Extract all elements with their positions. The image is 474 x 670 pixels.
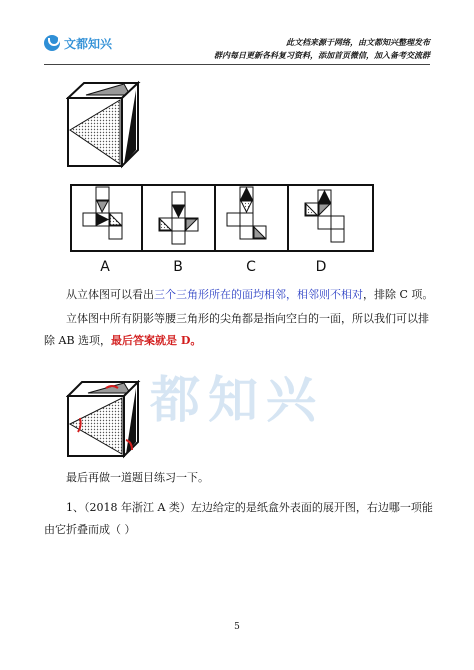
question-line-2: 由它折叠而成（ ）	[44, 523, 136, 536]
logo-text: 文都知兴	[64, 36, 113, 51]
cube-figure-top	[66, 80, 146, 170]
option-c-label: C	[246, 259, 256, 275]
option-a-label: A	[100, 259, 110, 275]
header-note-line1: 此文档来源于网络，由文都知兴整理发布	[286, 38, 430, 47]
header-divider	[44, 64, 430, 65]
header-note	[214, 36, 430, 62]
page-number: 5	[234, 622, 240, 632]
explanation-paragraph-2a: 立体图中所有阴影等腰三角形的尖角都是指向空白的一面，所以我们可以排	[66, 312, 429, 325]
cube-figure-annotated	[66, 380, 146, 460]
header-note-line2: 群内每日更新各科复习资料，添加首页微信，加入备考交流群	[214, 51, 430, 60]
brand-logo	[44, 33, 112, 53]
explanation-paragraph-2b	[44, 331, 444, 351]
p1-text-pre: 从立体图可以看出	[66, 288, 154, 301]
logo-icon	[44, 35, 60, 51]
option-d-label: D	[315, 259, 327, 275]
p1-text-post: ，排除 C 项。	[363, 288, 434, 301]
practice-intro: 最后再做一道题目练习一下。	[66, 471, 209, 484]
watermark: 都知兴	[150, 371, 324, 429]
option-b-label: B	[173, 259, 183, 275]
question-line-1: 1、（2018 年浙江 A 类）左边给定的是纸盒外表面的展开图，右边哪一项能	[66, 501, 433, 514]
options-strip	[70, 184, 374, 252]
answer-highlight: 最后答案就是 D。	[111, 334, 202, 347]
p2-text: 除 AB 选项，	[44, 334, 112, 347]
p1-highlight: 三个三角形所在的面均相邻，相邻则不相对	[154, 288, 363, 301]
explanation-paragraph-1	[66, 285, 446, 305]
